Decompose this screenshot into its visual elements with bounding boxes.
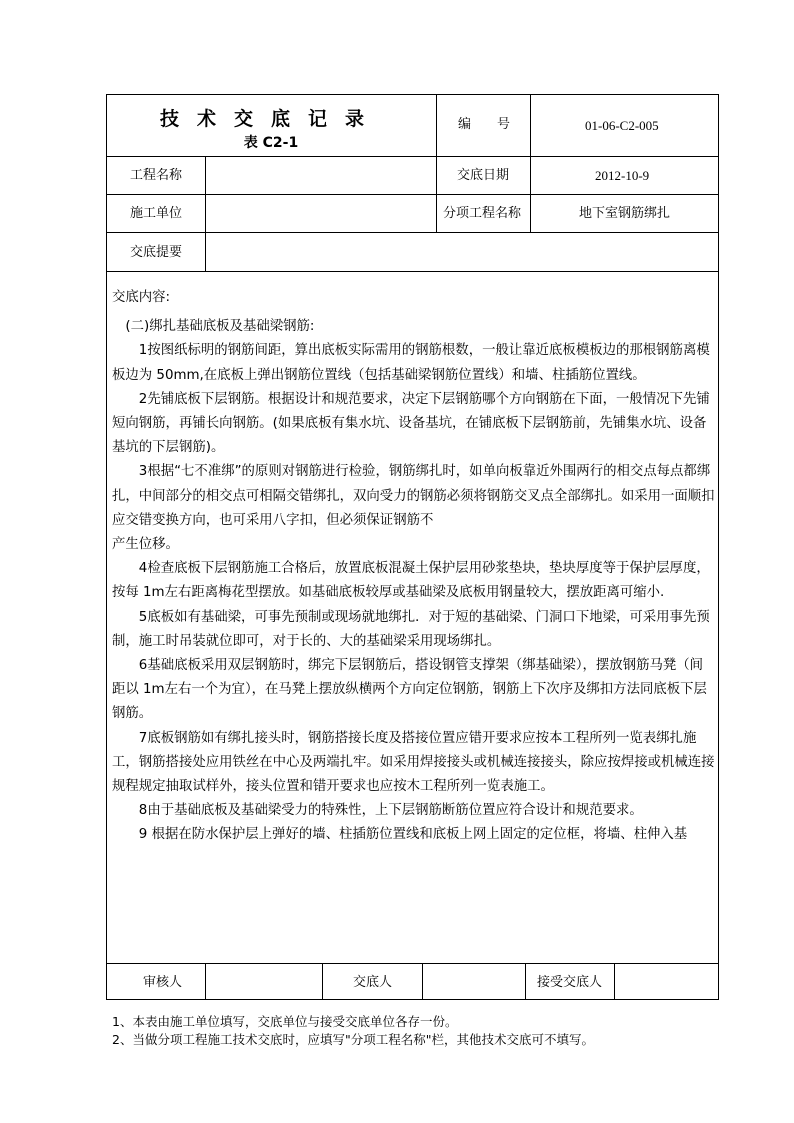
content-paragraph: 产生位移。	[112, 537, 179, 553]
number-value[interactable]: 01-06-C2-005	[585, 118, 659, 133]
discloser-label: 交底人	[353, 975, 393, 990]
subproject-value[interactable]: 地下室钢筋绑扎	[579, 206, 671, 221]
row-divider	[106, 194, 719, 195]
content-paragraph: 6基础底板采用双层钢筋时，绑完下层钢筋后，搭设钢管支撑架（绑基础梁），摆放钢筋马凳（间距以 1m左右一个为宜），在马凳上摆放纵横两个方向定位钢筋，钢筋上下次序及绑扣方法同底板下层钢筋。	[112, 658, 707, 722]
content-heading: (二)绑扎基础底板及基础梁钢筋:	[125, 319, 315, 335]
content-paragraph: 7底板钢筋如有绑扎接头时，钢筋搭接长度及搭接位置应错开要求应按本工程所列一览表绑扎施工，钢筋搭接处应用铁丝在中心及两端扎牢。如采用焊接接头或机械连接接头，除应按焊接或机械连接规程规定抽取试样外，接头位置和错开要求也应按木工程所列一览表施工。	[112, 730, 715, 795]
project-name-label: 工程名称	[130, 168, 183, 183]
content-paragraph: 4检查底板下层钢筋施工合格后，放置底板混凝土保护层用砂浆垫块，垫块厚度等于保护层厚度，按每 1m左右距离梅花型摆放。如基础底板较厚或基础梁及底板用钢量较大，摆放距离可缩小.	[112, 561, 710, 601]
form-notes	[112, 1013, 594, 1049]
reviewer-label: 审核人	[143, 975, 183, 990]
number-label: 编 号	[458, 117, 511, 132]
summary-label: 交底提要	[130, 245, 183, 260]
row-divider	[106, 232, 719, 233]
content-paragraph: 3根据“七不准绑”的原则对钢筋进行检验，钢筋绑扎时，如单向板靠近外围两行的相交点每点都绑扎，中间部分的相交点可相隔交错绑扎，双向受力的钢筋必须将钢筋交叉点全部绑扎。如采用一面顺扣应交错变换方向，也可采用八字扣，但必须保证钢筋不	[112, 464, 715, 528]
col-divider	[525, 963, 526, 1000]
content-paragraph: 1按图纸标明的钢筋间距，算出底板实际需用的钢筋根数，一般让靠近底板模板边的那根钢筋离模板边为 50mm,在底板上弹出钢筋位置线（包括基础梁钢筋位置线）和墙、柱插筋位置线。	[112, 343, 710, 383]
form-number: 表 C2-1	[243, 135, 299, 151]
col-divider	[436, 94, 437, 233]
row-divider	[106, 156, 719, 157]
reviewer-field[interactable]	[212, 975, 317, 991]
date-label: 交底日期	[457, 168, 510, 183]
summary-field[interactable]	[215, 245, 710, 261]
note-item: 2、当做分项工程施工技术交底时，应填写"分项工程名称"栏，其他技术交底可不填写。	[112, 1032, 594, 1047]
content-paragraph: 8由于基础底板及基础梁受力的特殊性，上下层钢筋断筋位置应符合设计和规范要求。	[138, 803, 643, 819]
col-divider	[530, 94, 531, 233]
content-paragraph: 5底板如有基础梁，可事先预制或现场就地绑扎．对于短的基础梁、门洞口下地梁，可采用事先预制，施工时吊装就位即可，对于长的、大的基础梁采用现场绑扎。	[112, 609, 710, 649]
col-divider	[322, 963, 323, 1000]
col-divider	[205, 156, 206, 271]
contractor-label: 施工单位	[130, 206, 183, 221]
project-name-field[interactable]	[215, 168, 430, 184]
row-divider	[106, 271, 719, 272]
content-paragraph: 2先铺底板下层钢筋。根据设计和规范要求，决定下层钢筋哪个方向钢筋在下面，一般情况下先铺短向钢筋，再铺长向钢筋。(如果底板有集水坑、设备基坑，在铺底板下层钢筋前，先铺集水坑、设备基坑的下层钢筋)。	[112, 391, 710, 456]
row-divider	[106, 963, 719, 964]
content-label: 交底内容:	[112, 290, 171, 305]
disclosure-content	[112, 286, 716, 848]
receiver-label: 接受交底人	[537, 975, 603, 990]
date-value[interactable]: 2012-10-9	[595, 168, 650, 183]
note-item: 1、本表由施工单位填写，交底单位与接受交底单位各存一份。	[112, 1014, 458, 1029]
subproject-label: 分项工程名称	[443, 206, 522, 221]
col-divider	[205, 963, 206, 1000]
col-divider	[422, 963, 423, 1000]
discloser-field[interactable]	[430, 975, 520, 991]
form-title: 技术交底记录	[159, 108, 382, 130]
receiver-field[interactable]	[620, 975, 715, 991]
contractor-field[interactable]	[215, 206, 430, 222]
content-paragraph: 9 根据在防水保护层上弹好的墙、柱插筋位置线和底板上网上固定的定位框，将墙、柱伸入基	[138, 827, 688, 843]
col-divider	[614, 963, 615, 1000]
